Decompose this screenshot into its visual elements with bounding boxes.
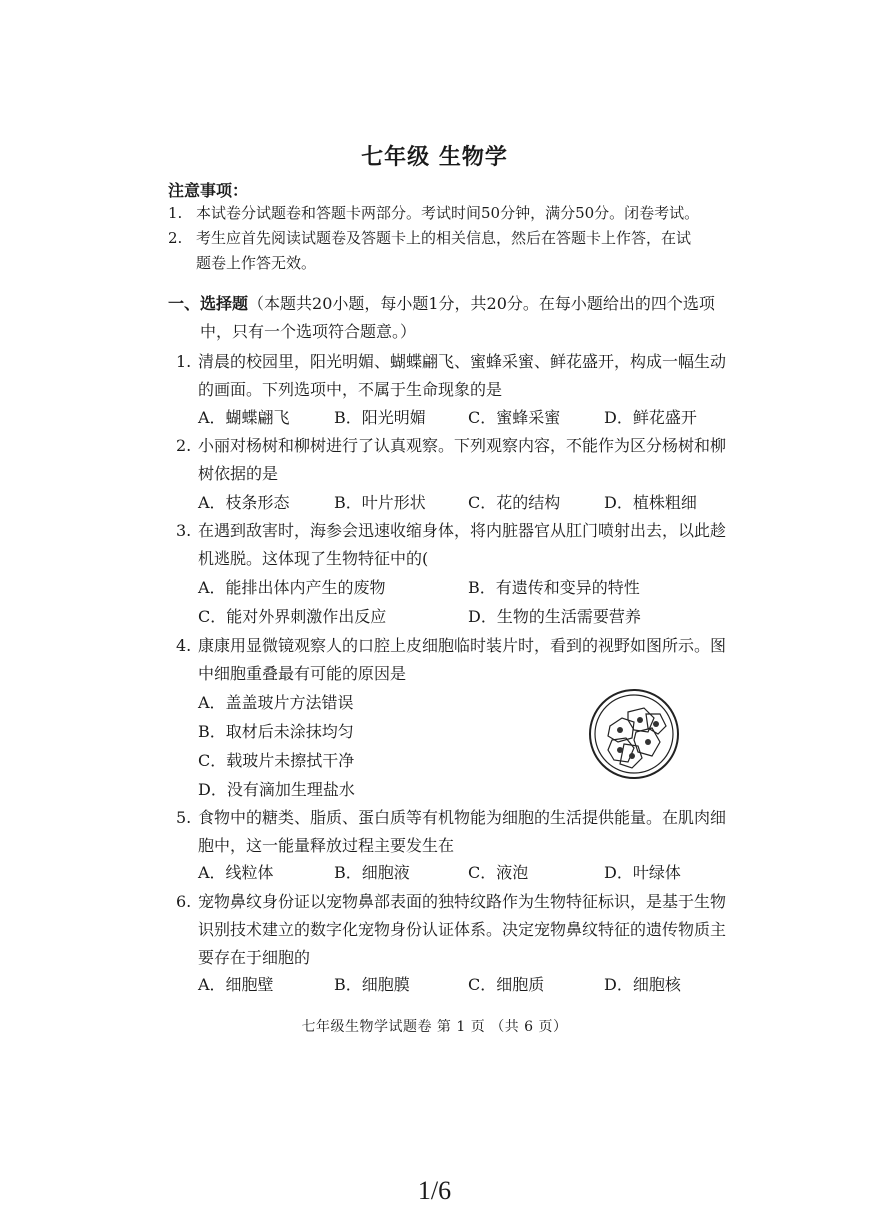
option-c[interactable]: C．花的结构 <box>468 493 561 512</box>
question-stem-cont: 胞中，这一能量释放过程主要发生在 <box>198 836 455 855</box>
section-label: 一、选择题 <box>168 294 249 313</box>
question-stem-cont: 机逃脱。这体现了生物特征中的( <box>198 549 429 568</box>
question-2 <box>176 432 776 488</box>
section-description-cont: 中，只有一个选项符合题意。） <box>200 322 417 341</box>
question-number: 6. <box>176 892 192 911</box>
cell-nucleus <box>637 717 643 723</box>
notice-item-number: 2. <box>168 229 183 247</box>
question-4 <box>176 632 776 688</box>
page-footer: 七年级生物学试题卷 第 1 页 （共 6 页） <box>301 1019 568 1035</box>
page-title: 七年级 生物学 <box>361 144 508 170</box>
question-stem: 康康用显微镜观察人的口腔上皮细胞临时装片时，看到的视野如图所示。图 <box>198 636 727 655</box>
option-b[interactable]: B．细胞液 <box>334 863 410 882</box>
cell-nucleus <box>629 753 635 759</box>
question-number: 1. <box>176 352 192 371</box>
microscope-field-figure <box>588 688 680 780</box>
page-indicator: 1/6 <box>417 1176 452 1205</box>
cell-nucleus <box>645 739 651 745</box>
option-c[interactable]: C．载玻片未擦拭干净 <box>198 751 355 770</box>
cell-nucleus <box>617 747 623 753</box>
option-d[interactable]: D．植株粗细 <box>604 493 697 512</box>
option-a[interactable]: A．能排出体内产生的废物 <box>198 578 386 597</box>
option-b[interactable]: B．阳光明媚 <box>334 408 426 427</box>
option-d[interactable]: D．细胞核 <box>604 975 681 994</box>
question-stem-cont: 要存在于细胞的 <box>198 948 311 967</box>
question-stem: 宠物鼻纹身份证以宠物鼻部表面的独特纹路作为生物特征标识，是基于生物 <box>198 892 727 911</box>
option-d[interactable]: D．叶绿体 <box>604 863 681 882</box>
field-inner-circle <box>595 695 673 773</box>
field-outer-circle <box>590 690 678 778</box>
option-c[interactable]: C．能对外界刺激作出反应 <box>198 607 387 626</box>
section-heading <box>168 290 780 346</box>
option-d[interactable]: D．鲜花盛开 <box>604 408 697 427</box>
option-a[interactable]: A．盖盖玻片方法错误 <box>198 693 354 712</box>
option-c[interactable]: C．液泡 <box>468 863 529 882</box>
option-a[interactable]: A．细胞壁 <box>198 975 274 994</box>
option-d[interactable]: D．生物的生活需要营养 <box>468 607 641 626</box>
notice-item-number: 1. <box>168 204 183 222</box>
option-a[interactable]: A．线粒体 <box>198 863 274 882</box>
question-number: 3. <box>176 521 192 540</box>
notice-heading: 注意事项： <box>168 181 249 200</box>
option-c[interactable]: C．蜜蜂采蜜 <box>468 408 561 427</box>
notice-item-2 <box>168 226 778 276</box>
cell-nucleus <box>617 727 623 733</box>
question-1 <box>176 348 776 404</box>
option-b[interactable]: B．细胞膜 <box>334 975 410 994</box>
question-6 <box>176 888 776 972</box>
option-a[interactable]: A．枝条形态 <box>198 493 290 512</box>
question-3 <box>176 517 776 573</box>
question-stem: 小丽对杨树和柳树进行了认真观察。下列观察内容，不能作为区分杨树和柳 <box>198 436 727 455</box>
option-b[interactable]: B．取材后未涂抹均匀 <box>198 722 354 741</box>
option-a[interactable]: A．蝴蝶翩飞 <box>198 408 290 427</box>
question-stem-cont: 树依据的是 <box>198 464 279 483</box>
option-d[interactable]: D．没有滴加生理盐水 <box>198 780 355 799</box>
question-number: 2. <box>176 436 192 455</box>
question-stem: 清晨的校园里，阳光明媚、蝴蝶翩飞、蜜蜂采蜜、鲜花盛开，构成一幅生动 <box>198 352 727 371</box>
question-number: 4. <box>176 636 192 655</box>
question-number: 5. <box>176 808 192 827</box>
question-stem-cont: 中细胞重叠最有可能的原因是 <box>198 664 407 683</box>
option-b[interactable]: B．叶片形状 <box>334 493 426 512</box>
question-stem-cont: 的画面。下列选项中，不属于生命现象的是 <box>198 380 503 399</box>
section-description: （本题共20小题，每小题1分，共20分。在每小题给出的四个选项 <box>248 294 715 313</box>
notice-item-1 <box>168 201 778 226</box>
question-stem: 食物中的糖类、脂质、蛋白质等有机物能为细胞的生活提供能量。在肌肉细 <box>198 808 727 827</box>
question-stem-cont: 识别技术建立的数字化宠物身份认证体系。决定宠物鼻纹特征的遗传物质主 <box>198 920 727 939</box>
notice-item-text: 本试卷分试题卷和答题卡两部分。考试时间50分钟，满分50分。闭卷考试。 <box>196 204 700 222</box>
question-5 <box>176 804 776 860</box>
notice-item-text: 考生应首先阅读试题卷及答题卡上的相关信息，然后在答题卡上作答，在试 <box>196 229 692 247</box>
cell-nucleus <box>653 721 659 727</box>
option-b[interactable]: B．有遗传和变异的特性 <box>468 578 640 597</box>
option-c[interactable]: C．细胞质 <box>468 975 545 994</box>
notice-item-continuation: 题卷上作答无效。 <box>196 254 317 272</box>
question-stem: 在遇到敌害时，海参会迅速收缩身体，将内脏器官从肛门喷射出去，以此趁 <box>198 521 727 540</box>
